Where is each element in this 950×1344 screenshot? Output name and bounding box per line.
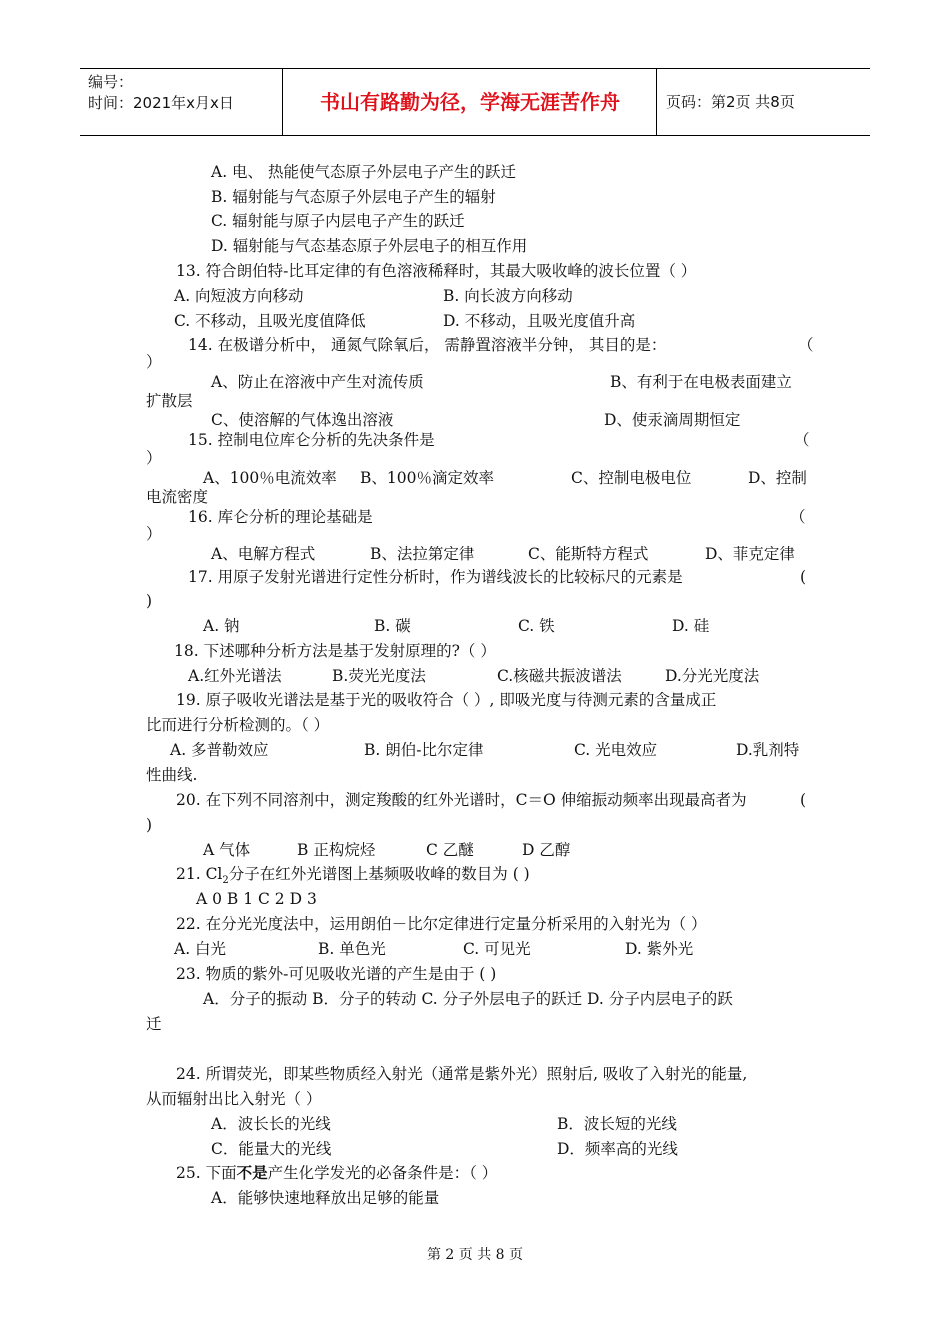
q19-option-b: B. 朗伯-比尔定律 xyxy=(364,741,484,759)
q13-stem: 13. 符合朗伯特-比耳定律的有色溶液稀释时，其最大吸收峰的波长位置（ ） xyxy=(176,262,697,280)
q18-stem: 18. 下述哪种分析方法是基于发射原理的?（ ） xyxy=(174,642,496,660)
q17-stem: 17. 用原子发射光谱进行定性分析时，作为谱线波长的比较标尺的元素是 xyxy=(188,568,683,586)
q13-option-a: A. 向短波方向移动 xyxy=(174,287,304,305)
header-meta xyxy=(88,72,234,114)
q16-option-c: C、能斯特方程式 xyxy=(528,545,649,563)
date-label: 时间：2021年x月x日 xyxy=(88,94,234,112)
q21-stem xyxy=(176,864,530,891)
q24-option-c: C．能量大的光线 xyxy=(211,1140,332,1158)
q17-option-c: C. 铁 xyxy=(518,617,555,635)
q22-option-a: A. 白光 xyxy=(174,940,227,958)
q14-paren-open: （ xyxy=(798,336,814,354)
q17-paren-open: ( xyxy=(800,568,807,586)
header-motto: 书山有路勤为径，学海无涯苦作舟 xyxy=(320,90,620,114)
q25-stem xyxy=(176,1163,497,1183)
q15-option-d: D、控制 xyxy=(748,469,807,487)
q22-option-b: B. 单色光 xyxy=(318,940,386,958)
q14-stem: 14. 在极谱分析中， 通氮气除氧后， 需静置溶液半分钟， 其目的是： xyxy=(188,336,667,354)
q15-paren-close: ） xyxy=(146,449,162,467)
q14-option-a: A、防止在溶液中产生对流传质 xyxy=(211,373,424,391)
q15-stem: 15. 控制电位库仑分析的先决条件是 xyxy=(188,431,435,449)
q23-stem: 23. 物质的紫外-可见吸收光谱的产生是由于 ( ) xyxy=(176,965,497,983)
q20-option-a: A 气体 xyxy=(203,841,251,859)
q18-option-a: A.红外光谱法 xyxy=(188,667,282,685)
q24-option-d: D．频率高的光线 xyxy=(557,1140,678,1158)
q15-option-b: B、100％滴定效率 xyxy=(360,469,494,487)
q16-option-d: D、菲克定律 xyxy=(705,545,795,563)
q15-option-a: A、100％电流效率 xyxy=(203,469,337,487)
page-footer: 第 2 页 共 8 页 xyxy=(426,1247,524,1263)
q24-option-a: A．波长长的光线 xyxy=(211,1115,331,1133)
header-page-info: 页码：第2页 共8页 xyxy=(666,93,795,111)
q23-options-cont: 迁 xyxy=(146,1015,162,1033)
q14-option-d: D、使汞滴周期恒定 xyxy=(604,411,741,429)
q20-option-c: C 乙醚 xyxy=(426,841,474,859)
q12-option-a: A. 电、 热能使气态原子外层电子产生的跃迁 xyxy=(211,163,516,181)
q19-option-d: D.乳剂特 xyxy=(736,741,800,759)
q22-option-d: D. 紫外光 xyxy=(625,940,694,958)
number-label: 编号： xyxy=(88,73,134,91)
q12-option-c: C. 辐射能与原子内层电子产生的跃迁 xyxy=(211,212,465,230)
q25-stem-emphasis: 不是 xyxy=(236,1163,268,1182)
header-divider xyxy=(656,68,657,136)
q16-option-a: A、电解方程式 xyxy=(211,545,316,563)
q22-option-c: C. 可见光 xyxy=(463,940,531,958)
q13-option-d: D. 不移动，且吸光度值升高 xyxy=(443,312,636,330)
q16-paren-close: ） xyxy=(146,525,162,543)
q12-option-b: B. 辐射能与气态原子外层电子产生的辐射 xyxy=(211,188,496,206)
q17-paren-close: ) xyxy=(146,592,153,610)
q17-option-d: D. 硅 xyxy=(672,617,710,635)
q24-option-b: B．波长短的光线 xyxy=(557,1115,677,1133)
q25-stem-suffix: 产生化学发光的必备条件是：（ ） xyxy=(267,1164,498,1182)
q15-option-c: C、控制电极电位 xyxy=(571,469,692,487)
q25-option-a: A．能够快速地释放出足够的能量 xyxy=(211,1189,440,1207)
q24-stem: 24. 所谓荧光，即某些物质经入射光（通常是紫外光）照射后, 吸收了入射光的能量, xyxy=(176,1065,748,1083)
q12-option-d: D. 辐射能与气态基态原子外层电子的相互作用 xyxy=(211,237,528,255)
q19-option-a: A. 多普勒效应 xyxy=(170,741,269,759)
q14-paren-close: ） xyxy=(146,353,162,371)
q19-option-d-cont: 性曲线. xyxy=(146,766,198,784)
q23-options: A．分子的振动 B．分子的转动 C. 分子外层电子的跃迁 D. 分子内层电子的跃 xyxy=(203,990,733,1008)
header-divider xyxy=(282,68,283,136)
q19-stem-cont: 比而进行分析检测的。（ ） xyxy=(146,716,330,734)
q17-option-a: A. 钠 xyxy=(203,617,240,635)
q22-stem: 22. 在分光光度法中，运用朗伯－比尔定律进行定量分析采用的入射光为（ ） xyxy=(176,915,707,933)
q14-option-b: B、有利于在电极表面建立 xyxy=(610,373,792,391)
q20-paren-close: ) xyxy=(146,816,153,834)
q18-option-d: D.分光光度法 xyxy=(665,667,760,685)
q13-option-b: B. 向长波方向移动 xyxy=(443,287,573,305)
q16-paren-open: （ xyxy=(790,508,806,526)
q21-stem-subscript: 2 xyxy=(222,875,229,887)
q16-stem: 16. 库仑分析的理论基础是 xyxy=(188,508,373,526)
q20-stem: 20. 在下列不同溶剂中，测定羧酸的红外光谱时，C＝O 伸缩振动频率出现最高者为 xyxy=(176,791,747,809)
q21-stem-suffix: 分子在红外光谱图上基频吸收峰的数目为 ( ) xyxy=(228,865,530,883)
q13-option-c: C. 不移动，且吸光度值降低 xyxy=(174,312,366,330)
q24-stem-cont: 从而辐射出比入射光（ ） xyxy=(146,1090,322,1108)
q15-paren-open: （ xyxy=(794,431,810,449)
q21-stem-prefix: 21. Cl xyxy=(176,865,223,883)
q18-option-b: B.荧光光度法 xyxy=(332,667,426,685)
q19-stem: 19. 原子吸收光谱法是基于光的吸收符合（ ）, 即吸光度与待测元素的含量成正 xyxy=(176,691,717,709)
q20-paren-open: ( xyxy=(800,791,807,809)
q25-stem-prefix: 25. 下面 xyxy=(176,1164,237,1182)
q20-option-b: B 正构烷烃 xyxy=(297,841,376,859)
q14-option-b-cont: 扩散层 xyxy=(146,392,193,410)
page-header xyxy=(80,68,870,136)
q20-option-d: D 乙醇 xyxy=(522,841,571,859)
q16-option-b: B、法拉第定律 xyxy=(370,545,475,563)
q18-option-c: C.核磁共振波谱法 xyxy=(497,667,622,685)
q21-options: A 0 B 1 C 2 D 3 xyxy=(196,890,317,908)
q19-option-c: C. 光电效应 xyxy=(574,741,658,759)
q14-option-c: C、使溶解的气体逸出溶液 xyxy=(211,411,394,429)
q17-option-b: B. 碳 xyxy=(374,617,411,635)
q15-option-d-cont: 电流密度 xyxy=(146,488,209,506)
